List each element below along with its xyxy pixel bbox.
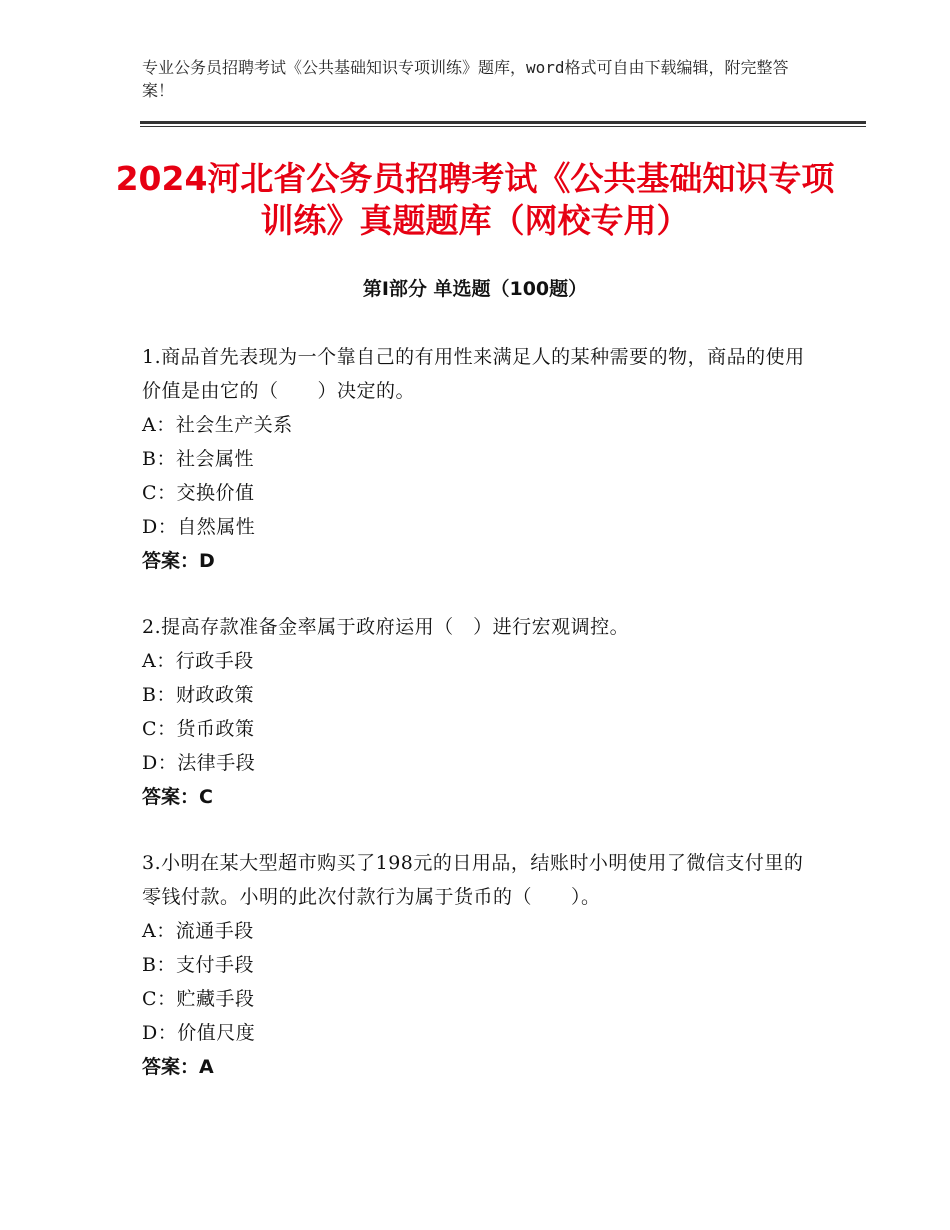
- option-b: B：财政政策: [142, 684, 254, 706]
- question-1: [142, 340, 812, 578]
- question-list: [142, 340, 812, 1116]
- option-d: D：法律手段: [142, 752, 256, 774]
- section-title: 第Ⅰ部分 单选题（100题）: [362, 278, 588, 300]
- answer: 答案：A: [142, 1056, 214, 1078]
- question-stem: 2.提高存款准备金率属于政府运用（ ）进行宏观调控。: [142, 616, 630, 638]
- option-d: D：价值尺度: [142, 1022, 256, 1044]
- answer: 答案：C: [142, 786, 213, 808]
- option-a: A：行政手段: [142, 650, 254, 672]
- option-d: D：自然属性: [142, 516, 256, 538]
- question-3: [142, 846, 812, 1084]
- option-a: A：社会生产关系: [142, 414, 293, 436]
- header-note: 专业公务员招聘考试《公共基础知识专项训练》题库，word格式可自由下载编辑，附完整答案！: [142, 58, 789, 100]
- option-c: C：贮藏手段: [142, 988, 255, 1010]
- option-a: A：流通手段: [142, 920, 254, 942]
- option-c: C：货币政策: [142, 718, 255, 740]
- header-divider-thin: [140, 126, 866, 127]
- option-b: B：社会属性: [142, 448, 254, 470]
- option-c: C：交换价值: [142, 482, 255, 504]
- question-stem: 3.小明在某大型超市购买了198元的日用品，结账时小明使用了微信支付里的零钱付款。小明的此次付款行为属于货币的（ ）。: [142, 852, 804, 908]
- header-divider-thick: [140, 121, 866, 124]
- question-stem: 1.商品首先表现为一个靠自己的有用性来满足人的某种需要的物，商品的使用价值是由它的（ ）决定的。: [142, 346, 805, 402]
- document-title: 2024河北省公务员招聘考试《公共基础知识专项训练》真题题库（网校专用）: [115, 159, 835, 240]
- answer: 答案：D: [142, 550, 215, 572]
- option-b: B：支付手段: [142, 954, 254, 976]
- question-2: [142, 610, 812, 814]
